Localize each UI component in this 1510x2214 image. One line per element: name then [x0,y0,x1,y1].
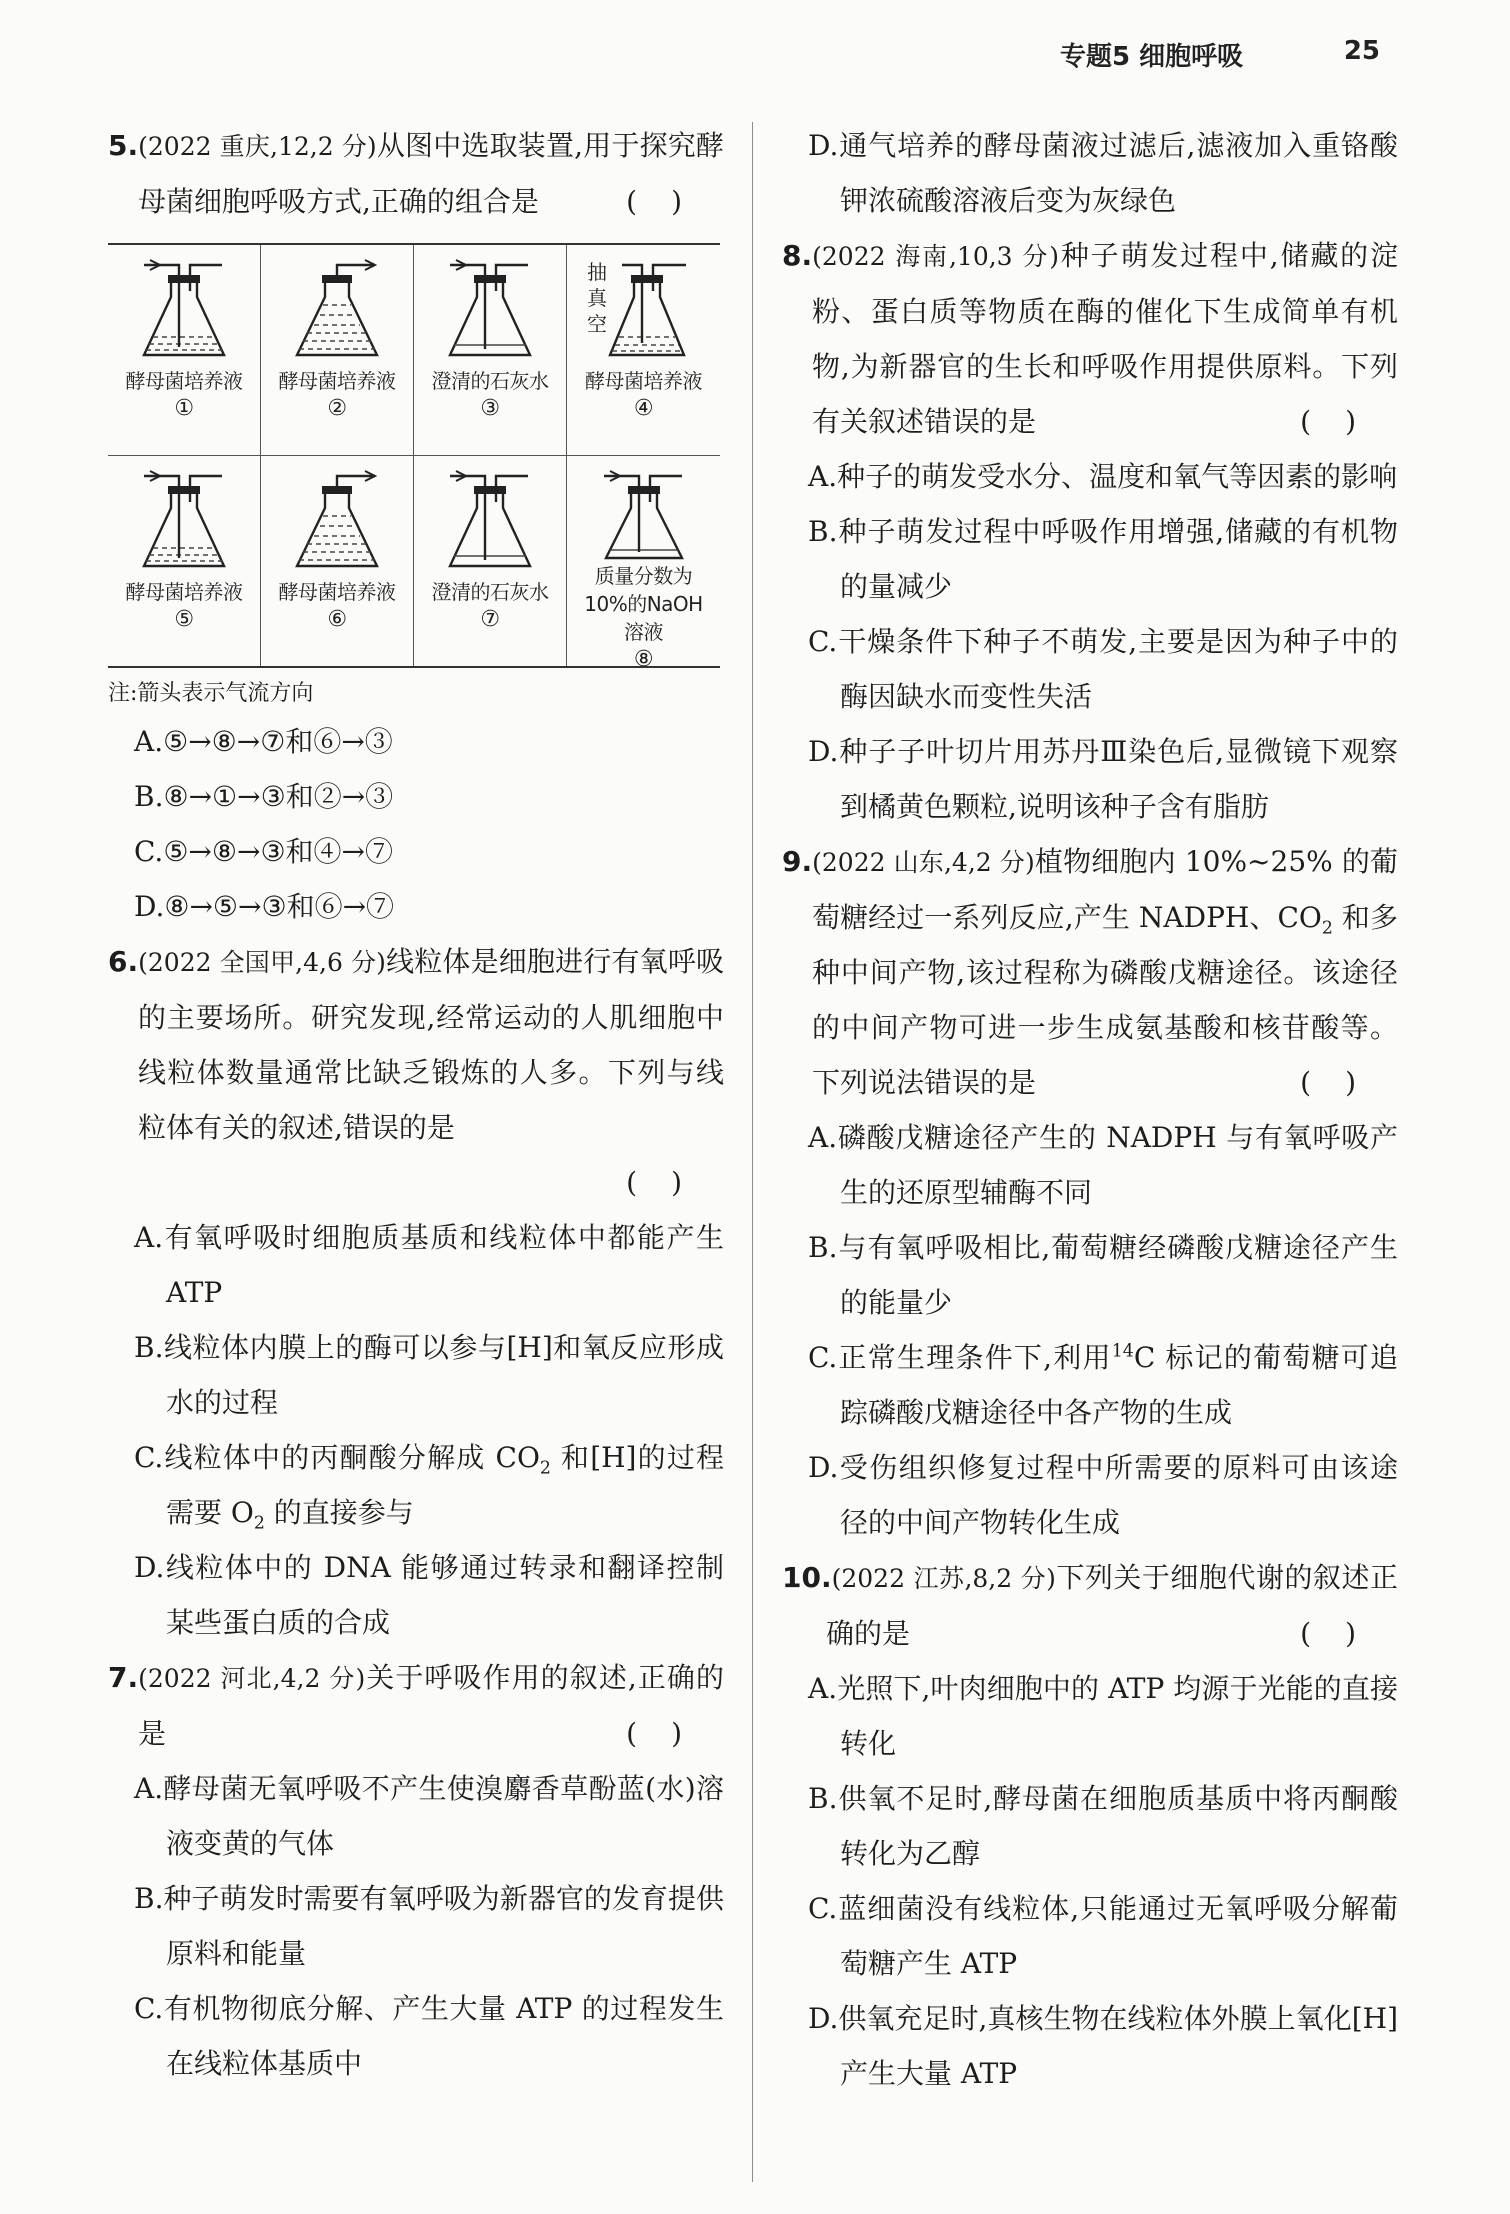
figure-cell [414,456,567,666]
question-text: 种子萌发过程中,储藏的淀粉、蛋白质等物质在酶的催化下生成简单有机物,为新器官的生长和呼吸作用提供原料。下列有关叙述错误的是 [812,239,1399,438]
flask-icon [124,462,244,580]
option-a: A.光照下,叶肉细胞中的 ATP 均源于光能的直接转化 [808,1672,1398,1760]
question-number: 10. [782,1561,832,1594]
option-b: B.线粒体内膜上的酶可以参与[H]和氧反应形成水的过程 [134,1331,724,1419]
flask-number: ⑤ [174,607,194,632]
flask-caption: 酵母菌培养液 [125,580,243,604]
flask-number: ⑧ [633,647,654,672]
question-7-continued [782,118,1398,228]
option-d: D.供氧充足时,真核生物在线粒体外膜上氧化[H]产生大量 ATP [808,2002,1398,2090]
option-b: B.与有氧呼吸相比,葡萄糖经磷酸戊糖途径产生的能量少 [808,1231,1398,1319]
figure-cell [261,245,414,456]
question-10 [782,1550,1398,2101]
question-number: 9. [782,845,813,878]
option-d: D.通气培养的酵母菌液过滤后,滤液加入重铬酸钾浓硫酸溶液后变为灰绿色 [808,129,1398,217]
page-number: 25 [1343,36,1380,66]
question-stem [782,228,1398,449]
option-a: A.磷酸戊糖途径产生的 NADPH 与有氧呼吸产生的还原型辅酶不同 [808,1121,1398,1209]
flask-number: ③ [480,396,500,421]
question-text: 植物细胞内 10%~25% 的葡萄糖经过一系列反应,产生 NADPH、$CO_2$ 和多种中间产物,该过程称为磷酸戊糖途径。该途径的中间产物可进一步生成氨基酸和核苷酸等。下列说法错误的是 [812,845,1399,1099]
question-text: 从图中选取装置,用于探究酵母菌细胞呼吸方式,正确的组合是 [138,129,724,218]
right-column [782,118,1398,2101]
question-stem [108,118,724,229]
option-d: D.种子子叶切片用苏丹Ⅲ染色后,显微镜下观察到橘黄色颗粒,说明该种子含有脂肪 [808,735,1398,823]
figure-cell [567,456,720,672]
question-5 [108,118,724,934]
option-c: C.干燥条件下种子不萌发,主要是因为种子中的酶因缺水而变性失活 [808,625,1398,713]
option-c: C.线粒体中的丙酮酸分解成 $CO_2$ 和[H]的过程需要 $O_2$ 的直接参与 [134,1441,725,1534]
option-c: C.有机物彻底分解、产生大量 ATP 的过程发生在线粒体基质中 [134,1992,724,2080]
answer-blank: () [626,185,716,218]
question-7 [108,1650,724,2091]
flask-caption: 酵母菌培养液 [125,369,243,393]
option-a: A.酵母菌无氧呼吸不产生使溴麝香草酚蓝(水)溶液变黄的气体 [134,1772,724,1860]
question-source: (2022 重庆,12,2 分) [138,132,377,161]
flask-icon [277,251,397,369]
option-a: A.⑤→⑧→⑦和⑥→③ [134,725,393,758]
question-source: (2022 河北,4,2 分) [138,1664,366,1693]
section-title: 专题5 细胞呼吸 [1060,42,1244,72]
flask-caption: 酵母菌培养液 [585,369,702,393]
flask-caption: 澄清的石灰水 [431,580,549,604]
option-b: B.⑧→①→③和②→③ [134,780,394,813]
question-6 [108,934,724,1650]
option-b: B.种子萌发时需要有氧呼吸为新器官的发育提供原料和能量 [134,1882,724,1970]
question-source: (2022 全国甲,4,6 分) [138,948,386,977]
question-text: 下列关于细胞代谢的叙述正确的是 [826,1561,1398,1650]
flask-figure [108,243,720,672]
running-header [1060,36,1380,73]
option-b: B.供氧不足时,酵母菌在细胞质基质中将丙酮酸转化为乙醇 [808,1782,1398,1870]
flask-caption: 澄清的石灰水 [431,369,549,393]
option-d: D.线粒体中的 DNA 能够通过转录和翻译控制某些蛋白质的合成 [134,1551,724,1639]
question-number: 8. [782,239,813,272]
figure-cell [108,245,261,456]
flask-caption: 质量分数为10%的NaOH溶液 [584,564,703,644]
option-c: C.⑤→⑧→③和④→⑦ [134,835,394,868]
question-text: 关于呼吸作用的叙述,正确的是 [138,1661,724,1750]
column-divider [752,122,753,2182]
question-source: (2022 海南,10,3 分) [812,242,1059,271]
option-d: D.⑧→⑤→③和⑥→⑦ [134,890,395,923]
flask-icon [430,251,550,369]
flask-icon [124,251,244,369]
flask-icon [584,251,704,369]
answer-blank: () [626,1166,716,1199]
question-number: 7. [108,1661,139,1694]
question-8 [782,228,1398,834]
option-a: A.种子的萌发受水分、温度和氧气等因素的影响 [808,460,1398,493]
figure-cell [567,245,720,456]
question-stem [782,1550,1398,1661]
vacuum-label: 抽真空 [587,260,607,336]
question-number: 6. [108,945,139,978]
flask-number: ⑦ [480,607,500,632]
question-stem [108,1650,724,1761]
left-column [108,118,724,2091]
figure-cell [108,456,261,666]
option-c: C.蓝细菌没有线粒体,只能通过无氧呼吸分解葡萄糖产生 ATP [808,1892,1398,1980]
figure-cell [414,245,567,456]
flask-icon [430,462,550,580]
question-9 [782,834,1398,1550]
figure-note: 注:箭头表示气流方向 [108,681,314,706]
option-a: A.有氧呼吸时细胞质基质和线粒体中都能产生 ATP [134,1221,724,1309]
question-source: (2022 江苏,8,2 分) [831,1564,1056,1593]
answer-blank: () [1300,1066,1390,1099]
answer-blank: () [626,1717,716,1750]
question-stem [108,934,724,1155]
option-c: C.正常生理条件下,利用$^{14}$C 标记的葡萄糖可追踪磷酸戊糖途径中各产物的生成 [808,1341,1398,1429]
option-b: B.种子萌发过程中呼吸作用增强,储藏的有机物的量减少 [808,515,1398,603]
flask-number: ④ [633,396,654,421]
question-text: 线粒体是细胞进行有氧呼吸的主要场所。研究发现,经常运动的人肌细胞中线粒体数量通常比缺乏锻炼的人多。下列与线粒体有关的叙述,错误的是 [138,945,724,1144]
question-number: 5. [108,129,139,162]
flask-icon [277,462,397,580]
figure-cell [261,456,414,666]
flask-caption: 酵母菌培养液 [278,369,396,393]
flask-number: ② [327,396,347,421]
flask-number: ① [174,396,194,421]
option-d: D.受伤组织修复过程中所需要的原料可由该途径的中间产物转化生成 [808,1451,1398,1539]
answer-blank: () [1300,405,1390,438]
answer-blank: () [1300,1617,1390,1650]
flask-number: ⑥ [327,607,347,632]
flask-caption: 酵母菌培养液 [278,580,396,604]
question-source: (2022 山东,4,2 分) [812,848,1035,877]
question-stem [782,834,1398,1110]
